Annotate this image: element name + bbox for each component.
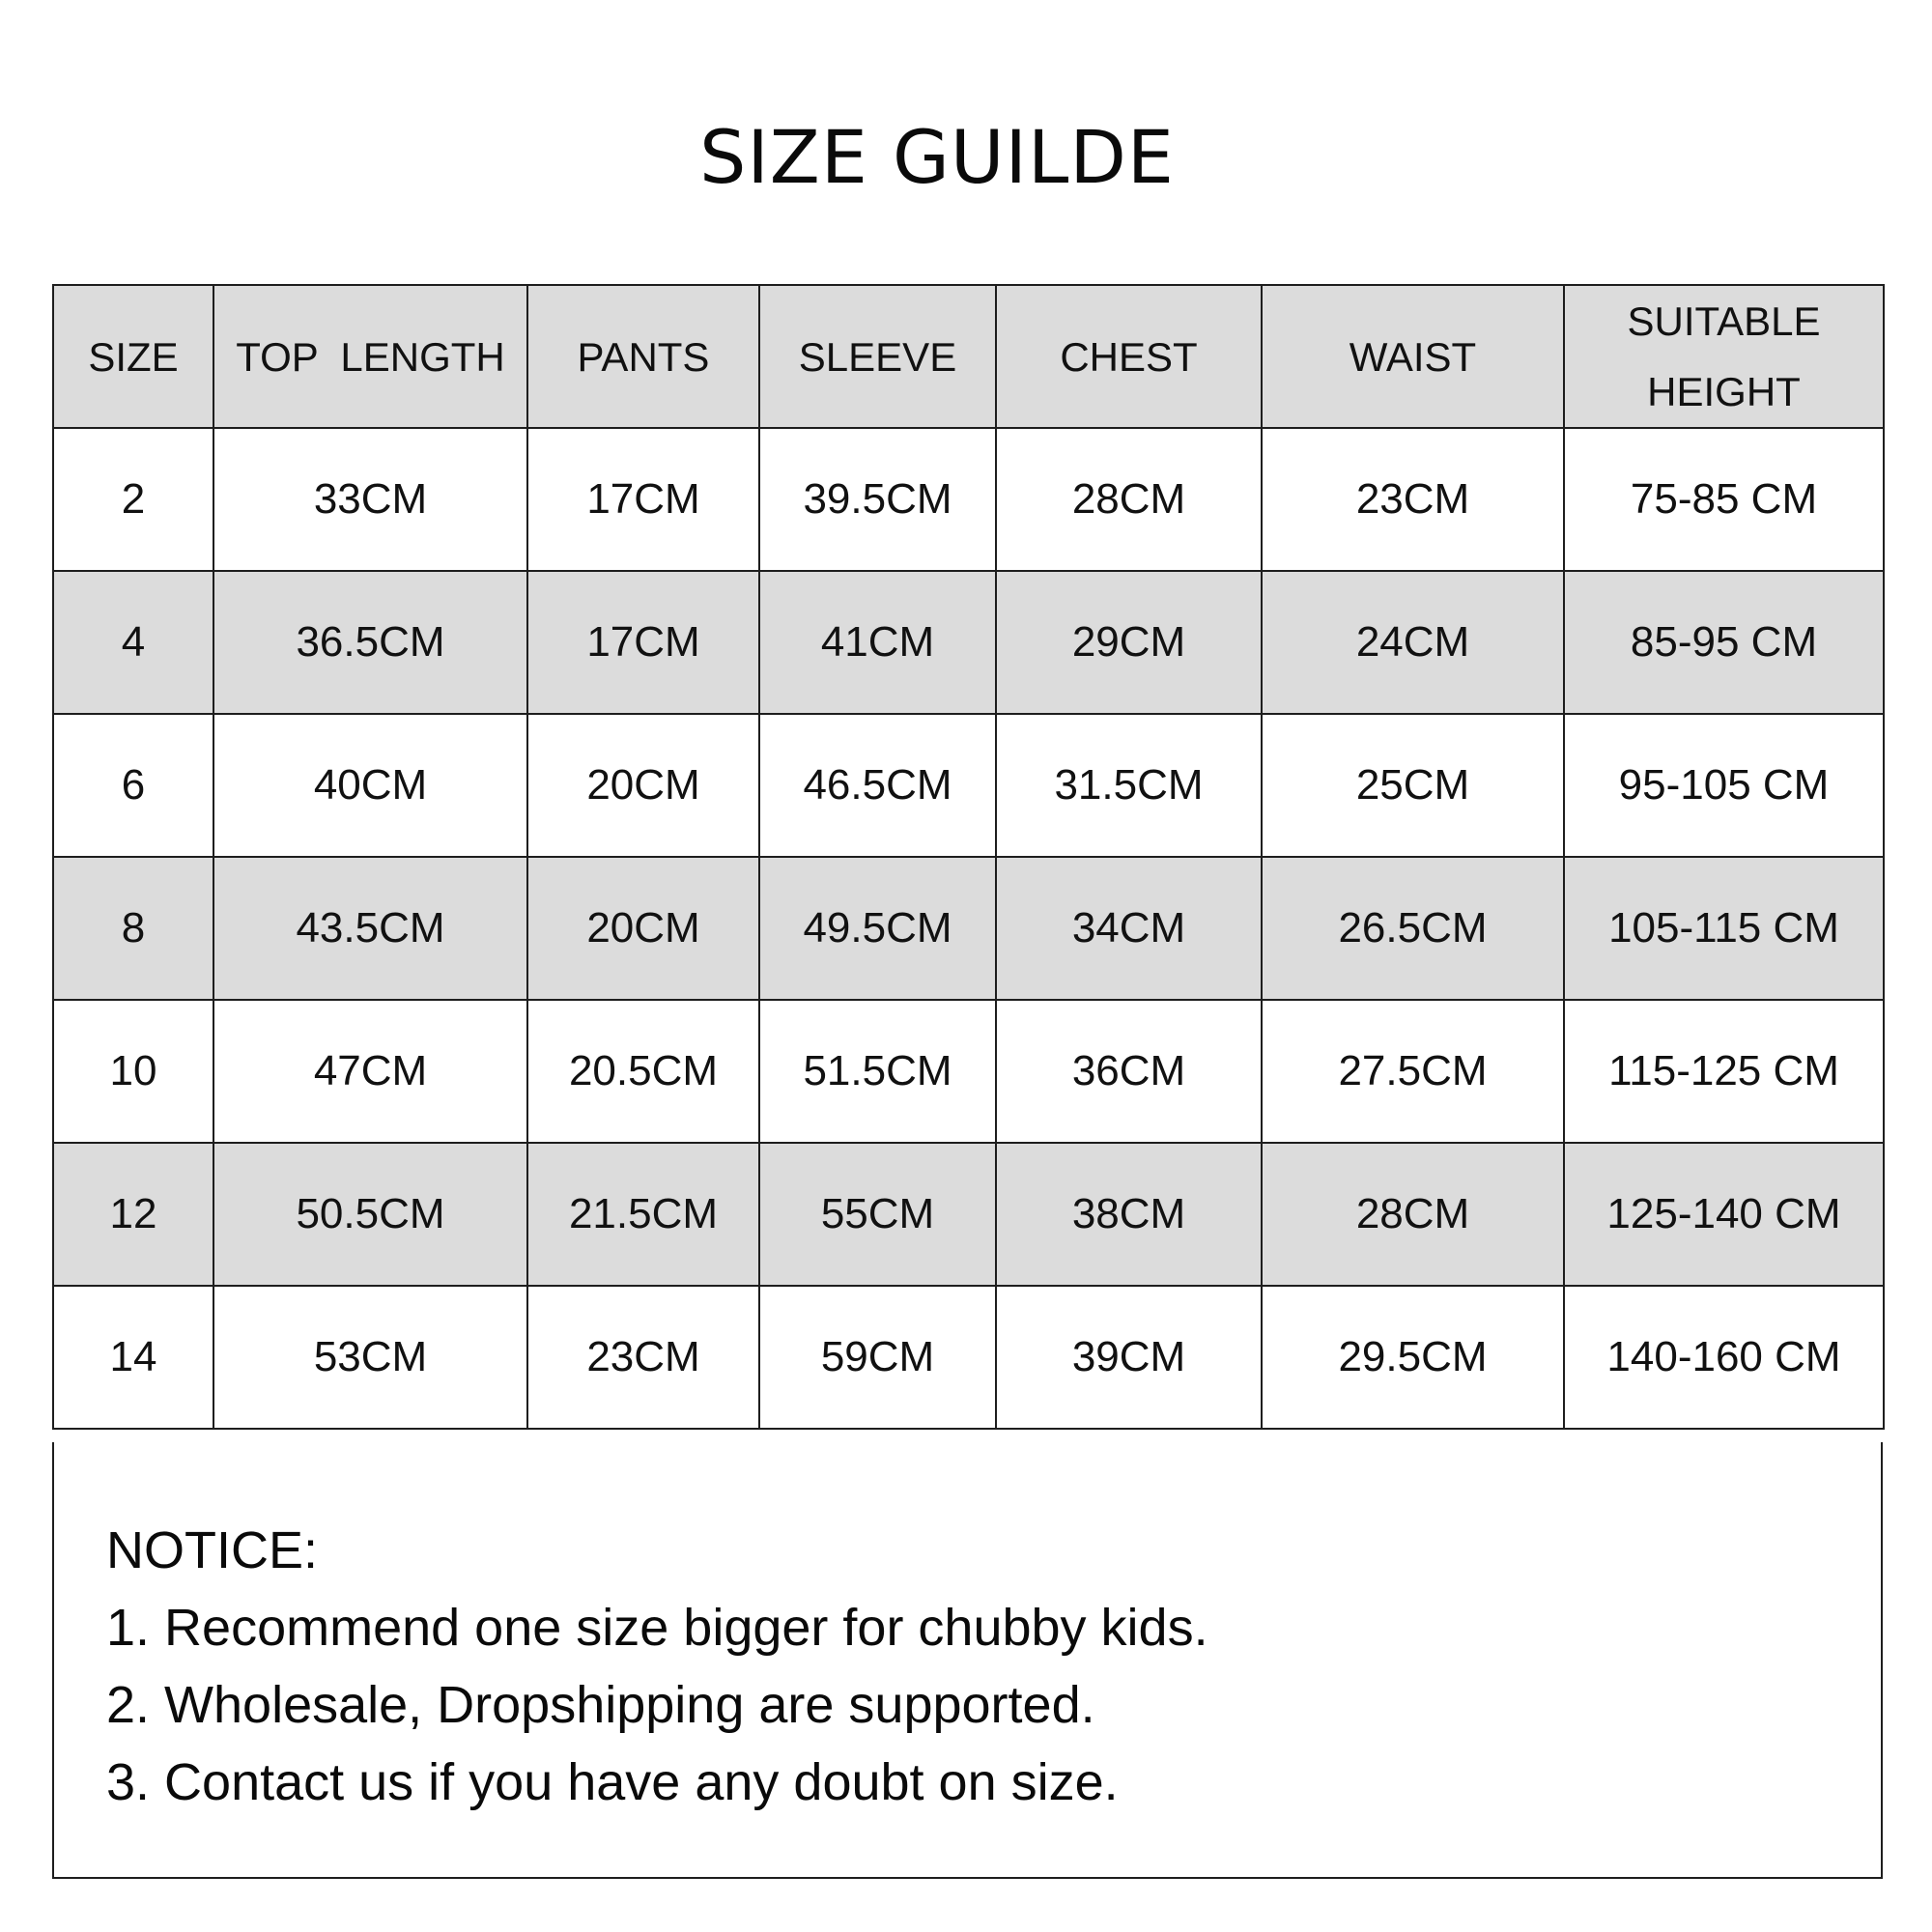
cell-top-length: 33CM <box>213 428 527 571</box>
cell-top-length: 53CM <box>213 1286 527 1429</box>
cell-pants: 17CM <box>527 428 759 571</box>
cell-suitable-height: 105-115 CM <box>1564 857 1884 1000</box>
cell-suitable-height: 95-105 CM <box>1564 714 1884 857</box>
cell-top-length: 43.5CM <box>213 857 527 1000</box>
cell-waist: 26.5CM <box>1262 857 1564 1000</box>
page-title: SIZE GUILDE <box>699 114 1175 200</box>
cell-waist: 23CM <box>1262 428 1564 571</box>
cell-waist: 27.5CM <box>1262 1000 1564 1143</box>
cell-size: 6 <box>53 714 213 857</box>
cell-sleeve: 49.5CM <box>759 857 996 1000</box>
table-row <box>53 857 1884 1000</box>
table-row <box>53 1143 1884 1286</box>
size-chart-table <box>52 284 1885 1430</box>
cell-size: 12 <box>53 1143 213 1286</box>
cell-pants: 20.5CM <box>527 1000 759 1143</box>
notice-item: 2. Wholesale, Dropshipping are supported. <box>106 1676 1095 1734</box>
cell-top-length: 40CM <box>213 714 527 857</box>
cell-sleeve: 59CM <box>759 1286 996 1429</box>
cell-pants: 20CM <box>527 714 759 857</box>
cell-sleeve: 55CM <box>759 1143 996 1286</box>
cell-suitable-height: 75-85 CM <box>1564 428 1884 571</box>
notice-text <box>106 1512 1208 1821</box>
notice-item: 3. Contact us if you have any doubt on size. <box>106 1753 1119 1811</box>
cell-sleeve: 51.5CM <box>759 1000 996 1143</box>
notice-heading: NOTICE: <box>106 1521 319 1579</box>
cell-suitable-height: 140-160 CM <box>1564 1286 1884 1429</box>
cell-chest: 31.5CM <box>996 714 1262 857</box>
cell-size: 14 <box>53 1286 213 1429</box>
cell-pants: 20CM <box>527 857 759 1000</box>
cell-sleeve: 39.5CM <box>759 428 996 571</box>
cell-waist: 28CM <box>1262 1143 1564 1286</box>
cell-size: 8 <box>53 857 213 1000</box>
header-chest: CHEST <box>996 285 1262 428</box>
cell-waist: 24CM <box>1262 571 1564 714</box>
table-row <box>53 571 1884 714</box>
cell-chest: 38CM <box>996 1143 1262 1286</box>
table-row <box>53 1000 1884 1143</box>
notice-item: 1. Recommend one size bigger for chubby kids. <box>106 1599 1208 1657</box>
header-waist: WAIST <box>1262 285 1564 428</box>
cell-size: 4 <box>53 571 213 714</box>
cell-suitable-height: 85-95 CM <box>1564 571 1884 714</box>
cell-size: 2 <box>53 428 213 571</box>
cell-top-length: 36.5CM <box>213 571 527 714</box>
cell-pants: 21.5CM <box>527 1143 759 1286</box>
header-pants: PANTS <box>527 285 759 428</box>
cell-chest: 36CM <box>996 1000 1262 1143</box>
table-row <box>53 1286 1884 1429</box>
cell-chest: 28CM <box>996 428 1262 571</box>
cell-waist: 25CM <box>1262 714 1564 857</box>
table-row <box>53 714 1884 857</box>
cell-chest: 34CM <box>996 857 1262 1000</box>
table-row <box>53 428 1884 571</box>
cell-size: 10 <box>53 1000 213 1143</box>
cell-top-length: 50.5CM <box>213 1143 527 1286</box>
cell-suitable-height: 125-140 CM <box>1564 1143 1884 1286</box>
cell-chest: 39CM <box>996 1286 1262 1429</box>
cell-chest: 29CM <box>996 571 1262 714</box>
header-top-length: TOP LENGTH <box>213 285 527 428</box>
header-sleeve: SLEEVE <box>759 285 996 428</box>
cell-top-length: 47CM <box>213 1000 527 1143</box>
cell-waist: 29.5CM <box>1262 1286 1564 1429</box>
header-size: SIZE <box>53 285 213 428</box>
table-header-row <box>53 285 1884 428</box>
cell-pants: 17CM <box>527 571 759 714</box>
cell-sleeve: 46.5CM <box>759 714 996 857</box>
cell-pants: 23CM <box>527 1286 759 1429</box>
notice-box <box>52 1442 1883 1879</box>
cell-suitable-height: 115-125 CM <box>1564 1000 1884 1143</box>
header-suitable-height: SUITABLE HEIGHT <box>1564 285 1884 428</box>
cell-sleeve: 41CM <box>759 571 996 714</box>
